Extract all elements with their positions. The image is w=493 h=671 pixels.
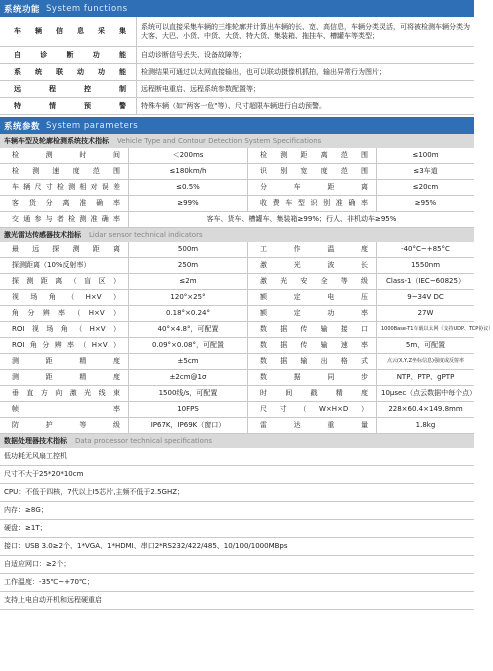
table-row xyxy=(0,322,474,338)
params-title-cn: 系统参数 xyxy=(4,121,41,132)
table-row xyxy=(0,484,474,502)
table-row xyxy=(0,556,474,574)
spec-value: 0.09°×0.08°，可配置 xyxy=(129,338,248,354)
spec-value: ≥95% xyxy=(377,196,475,212)
spec-label: 激光安全等级 xyxy=(248,274,377,290)
spec-label: 分车距离 xyxy=(248,180,377,196)
table-row xyxy=(0,64,474,81)
spec-label: 识别宽度范围 xyxy=(248,164,377,180)
function-label: 车辆信息采集 xyxy=(0,17,137,47)
table-row xyxy=(0,338,474,354)
spec-value: 0.18°×0.24° xyxy=(129,306,248,322)
lidar-subsection-header xyxy=(0,228,474,242)
table-row xyxy=(0,47,474,64)
processor-spec: 硬盘：≥1T； xyxy=(0,520,474,538)
spec-label: 工作温度 xyxy=(248,242,377,258)
spec-value: NTP、PTP、gPTP xyxy=(377,370,475,386)
table-row xyxy=(0,258,474,274)
function-label: 系统联动功能 xyxy=(0,64,137,81)
spec-label: 数据传输接口 xyxy=(248,322,377,338)
params-section-header xyxy=(0,117,474,134)
spec-value: 5m，可配置 xyxy=(377,338,475,354)
function-value: 特殊车辆（如"两客一危"等）、尺寸超限车辆进行自动预警。 xyxy=(137,98,475,115)
table-row xyxy=(0,242,474,258)
spec-label: 交通参与者检测准确率 xyxy=(0,212,129,228)
spec-value: 1550nm xyxy=(377,258,475,274)
spec-value: 点云(X,Y,Z坐标信息)强度或反射率 xyxy=(377,354,475,370)
table-row xyxy=(0,592,474,610)
processor-spec: 低功耗无风扇工控机 xyxy=(0,448,474,466)
function-label: 远程控制 xyxy=(0,81,137,98)
spec-value: Class-1（IEC~60825） xyxy=(377,274,475,290)
spec-value: ≤0.5% xyxy=(129,180,248,196)
spec-value: 250m xyxy=(129,258,248,274)
spec-value: ≤180km/h xyxy=(129,164,248,180)
function-label: 特情预警 xyxy=(0,98,137,115)
spec-label: 数据同步 xyxy=(248,370,377,386)
spec-value: 500m xyxy=(129,242,248,258)
spec-label: 收费车型识别准确率 xyxy=(248,196,377,212)
spec-value: ≤20cm xyxy=(377,180,475,196)
table-row xyxy=(0,164,474,180)
spec-label: 检测时间 xyxy=(0,148,129,164)
spec-label: 检测速度范围 xyxy=(0,164,129,180)
function-label: 自诊断功能 xyxy=(0,47,137,64)
function-value: 系统可以直接采集车辆的三维轮廓并计算出车辆的长、宽、高信息，车辆分类灵活，可将被检测车辆分类为大客、大巴、小货、中货、大货、特大货、集装箱、拖挂车、槽罐车等类型； xyxy=(137,17,475,47)
spec-value: 1500线/s，可配置 xyxy=(129,386,248,402)
processor-spec: 工作温度：-35℃~+70℃； xyxy=(0,574,474,592)
table-row xyxy=(0,520,474,538)
spec-value: ＜200ms xyxy=(129,148,248,164)
table-row xyxy=(0,98,474,115)
table-row xyxy=(0,148,474,164)
spec-value: 27W xyxy=(377,306,475,322)
processor-spec: 自适应网口：≥2个； xyxy=(0,556,474,574)
table-row xyxy=(0,196,474,212)
spec-value: 1000Base-T1车载以太网（支持UDP、TCP协议） xyxy=(377,322,475,338)
spec-value: 客车、货车、槽罐车、集装箱≥99%；行人、非机动车≥95% xyxy=(129,212,475,228)
table-row xyxy=(0,502,474,520)
spec-label: 时间戳精度 xyxy=(248,386,377,402)
processor-subsection-header xyxy=(0,434,474,448)
table-row xyxy=(0,81,474,98)
table-row xyxy=(0,448,474,466)
spec-value: 10μsec（点云数据中每个点） xyxy=(377,386,475,402)
spec-label: 激光波长 xyxy=(248,258,377,274)
spec-label: 探测距离（盲区） xyxy=(0,274,129,290)
spec-value: 10FPS xyxy=(129,402,248,418)
spec-label: 检测距离范围 xyxy=(248,148,377,164)
table-row xyxy=(0,466,474,484)
processor-spec: CPU：不低于四核，7代以上I5芯片,主频不低于2.5GHZ； xyxy=(0,484,474,502)
lidar-title-en: Lidar sensor technical indicators xyxy=(89,231,203,239)
table-row xyxy=(0,574,474,592)
table-row xyxy=(0,538,474,556)
spec-label: ROI角分辨率（H×V） xyxy=(0,338,129,354)
spec-label: 防护等级 xyxy=(0,418,129,434)
table-row xyxy=(0,212,474,228)
spec-value: ≤2m xyxy=(129,274,248,290)
table-row xyxy=(0,370,474,386)
params-title-en: System parameters xyxy=(46,120,139,131)
spec-label: 帧率 xyxy=(0,402,129,418)
processor-title-cn: 数据处理器技术指标 xyxy=(4,437,67,445)
vehicle-spec-table xyxy=(0,148,474,228)
spec-label: 数据传输速率 xyxy=(248,338,377,354)
spec-value: 40°×4.8°，可配置 xyxy=(129,322,248,338)
function-value: 自动诊断信号丢失、设备故障等； xyxy=(137,47,475,64)
functions-title-en: System functions xyxy=(46,3,128,14)
processor-spec-table xyxy=(0,448,474,610)
table-row xyxy=(0,418,474,434)
table-row xyxy=(0,386,474,402)
spec-label: 测距精度 xyxy=(0,354,129,370)
spec-label: 测距精度 xyxy=(0,370,129,386)
spec-value: IP67K，IP69K（窗口） xyxy=(129,418,248,434)
spec-label: 雷达重量 xyxy=(248,418,377,434)
table-row xyxy=(0,17,474,47)
functions-section-header xyxy=(0,0,474,17)
spec-label: 车辆尺寸检测相对误差 xyxy=(0,180,129,196)
table-row xyxy=(0,402,474,418)
spec-label: 垂直方向激光线束 xyxy=(0,386,129,402)
table-row xyxy=(0,306,474,322)
spec-value: 120°×25° xyxy=(129,290,248,306)
processor-spec: 支持上电自动开机和远程硬重启 xyxy=(0,592,474,610)
spec-label: 额定功率 xyxy=(248,306,377,322)
spec-value: ±5cm xyxy=(129,354,248,370)
functions-title-cn: 系统功能 xyxy=(4,4,41,15)
lidar-title-cn: 激光雷达传感器技术指标 xyxy=(4,231,81,239)
function-value: 检测结果可通过以太网直接输出，也可以联动摄像机抓拍，输出异常行为图片； xyxy=(137,64,475,81)
spec-label: 角分辨率（H×V） xyxy=(0,306,129,322)
vehicle-subsection-header xyxy=(0,134,474,148)
lidar-spec-table xyxy=(0,242,493,434)
spec-label: 视场角（H×V） xyxy=(0,290,129,306)
spec-value: 9~34V DC xyxy=(377,290,475,306)
spec-value: 1.8kg xyxy=(377,418,475,434)
spec-value: 228×60.4×149.8mm xyxy=(377,402,475,418)
spec-label: 尺寸（W×H×D） xyxy=(248,402,377,418)
function-value: 远程断电重启、远程系统参数配置等； xyxy=(137,81,475,98)
table-row xyxy=(0,290,474,306)
functions-table xyxy=(0,17,474,115)
vehicle-title-en: Vehicle Type and Contour Detection System Specifications xyxy=(117,137,322,145)
spec-label: 客货分离准确率 xyxy=(0,196,129,212)
processor-title-en: Data processor technical specifications xyxy=(75,437,213,445)
processor-spec: 内存：≥8G； xyxy=(0,502,474,520)
spec-label: ROI视场角（H×V） xyxy=(0,322,129,338)
spec-value: -40°C~+85°C xyxy=(377,242,475,258)
vehicle-title-cn: 车辆车型及轮廓检测系统技术指标 xyxy=(4,137,109,145)
processor-spec: 尺寸不大于25*20*10cm xyxy=(0,466,474,484)
processor-spec: 接口：USB 3.0≥2个、1*VGA、1*HDMI、串口2*RS232/422/485、10/100/1000MBps xyxy=(0,538,474,556)
spec-label: 额定电压 xyxy=(248,290,377,306)
spec-value: ±2cm@1σ xyxy=(129,370,248,386)
spec-value: ≤3车道 xyxy=(377,164,475,180)
table-row xyxy=(0,274,474,290)
spec-label: 数据输出格式 xyxy=(248,354,377,370)
spec-value: ≤100m xyxy=(377,148,475,164)
spec-label: 探测距离（10%反射率） xyxy=(0,258,129,274)
table-row xyxy=(0,180,474,196)
table-row xyxy=(0,354,474,370)
spec-value: ≥99% xyxy=(129,196,248,212)
spec-label: 最远探测距离 xyxy=(0,242,129,258)
